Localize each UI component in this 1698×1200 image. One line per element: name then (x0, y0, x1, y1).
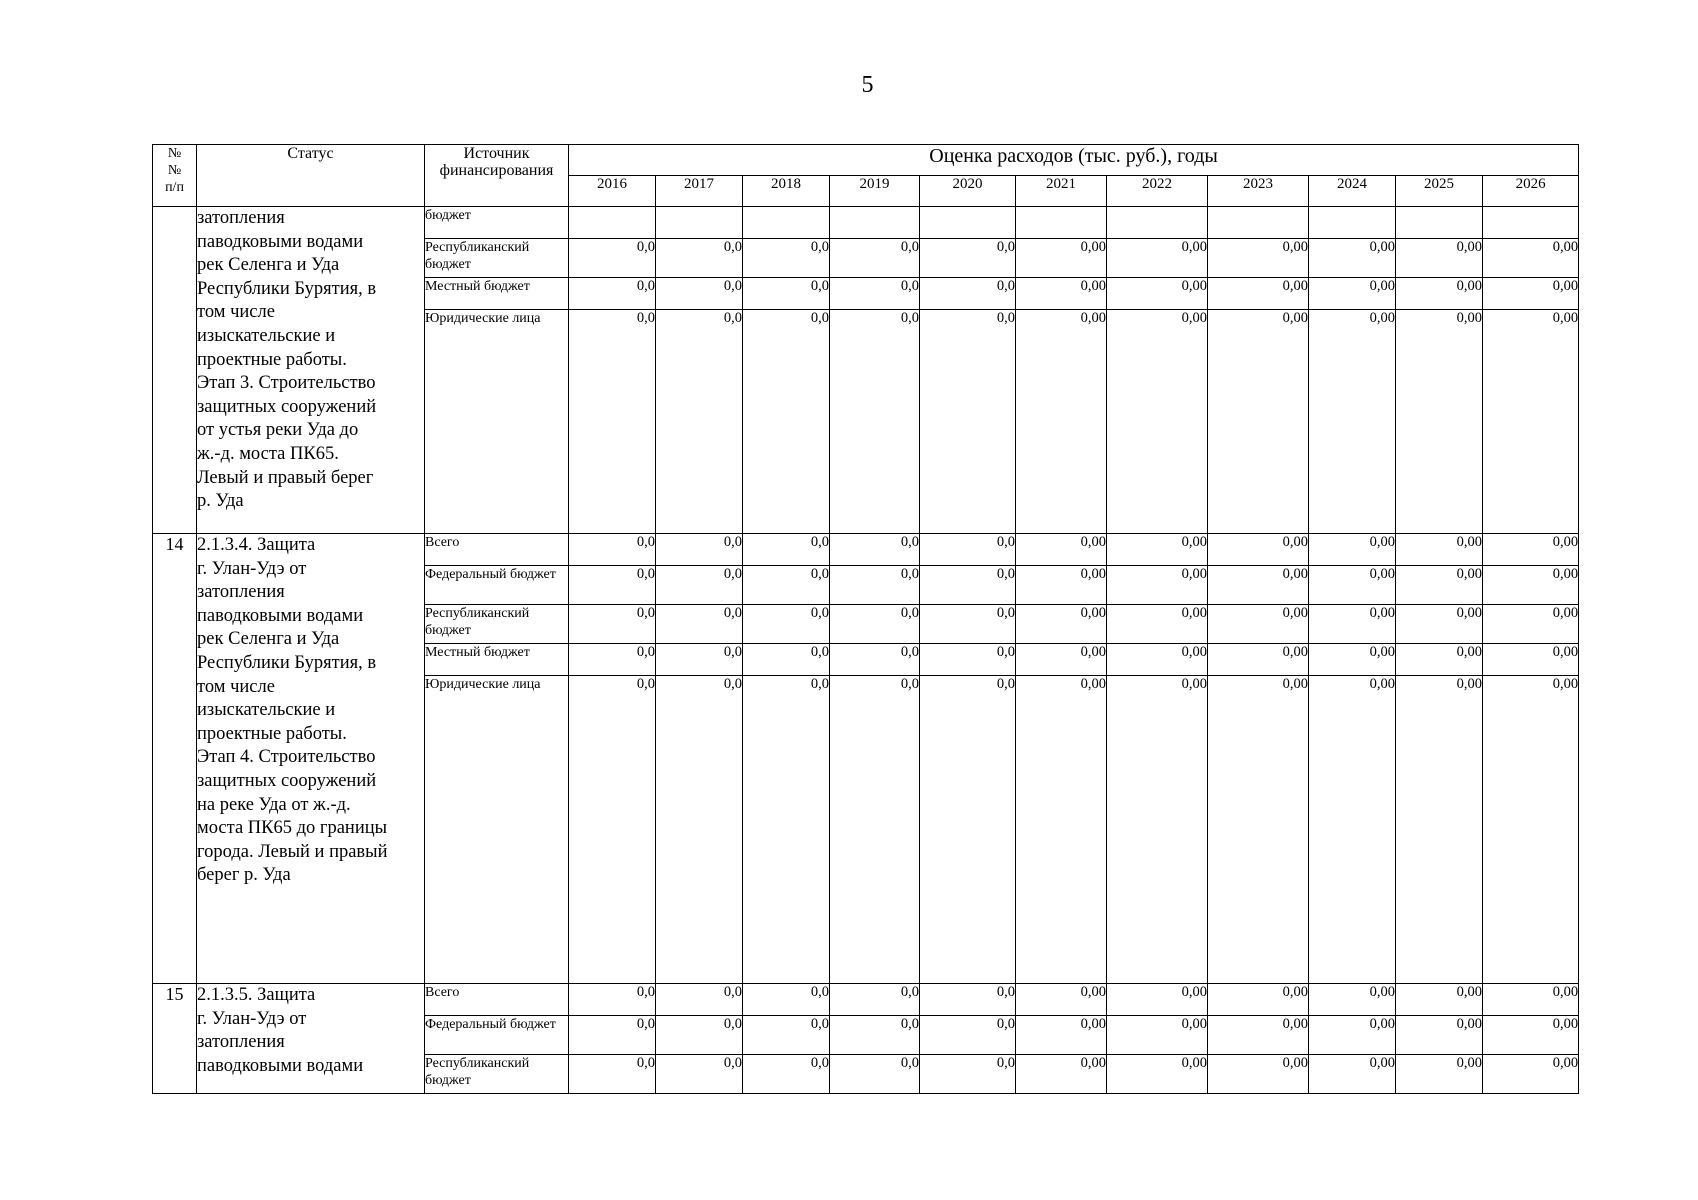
value-cell (743, 207, 830, 239)
value-cell: 0,0 (920, 605, 1016, 644)
status-cell (197, 534, 425, 984)
value-cell: 0,00 (1309, 278, 1396, 310)
funding-source: Юридические лица (425, 310, 569, 534)
row-number: 14 (153, 534, 197, 984)
header-expense-estimate: Оценка расходов (тыс. руб.), годы (569, 145, 1579, 176)
value-cell: 0,00 (1396, 1016, 1483, 1055)
value-cell: 0,0 (830, 1055, 920, 1094)
value-cell: 0,00 (1396, 310, 1483, 534)
value-cell: 0,0 (569, 1055, 656, 1094)
header-year: 2019 (830, 176, 920, 207)
value-cell: 0,0 (743, 239, 830, 278)
value-cell: 0,00 (1016, 605, 1107, 644)
value-cell: 0,00 (1396, 1055, 1483, 1094)
value-cell: 0,0 (743, 1055, 830, 1094)
value-cell (1309, 207, 1396, 239)
value-cell: 0,0 (920, 239, 1016, 278)
value-cell: 0,00 (1309, 605, 1396, 644)
value-cell: 0,00 (1483, 310, 1579, 534)
value-cell (1016, 207, 1107, 239)
row-number: 15 (153, 984, 197, 1094)
value-cell: 0,0 (920, 534, 1016, 566)
value-cell: 0,00 (1396, 676, 1483, 984)
value-cell: 0,00 (1208, 1055, 1309, 1094)
value-cell: 0,00 (1208, 534, 1309, 566)
header-year: 2024 (1309, 176, 1396, 207)
funding-source: Республиканский бюджет (425, 1055, 569, 1094)
value-cell: 0,0 (569, 676, 656, 984)
value-cell: 0,0 (656, 984, 743, 1016)
header-source: Источник финансирования (425, 145, 569, 207)
value-cell: 0,00 (1208, 239, 1309, 278)
expenditure-table (152, 144, 1579, 1094)
header-status: Статус (197, 145, 425, 207)
funding-source: Федеральный бюджет (425, 1016, 569, 1055)
value-cell: 0,00 (1107, 1016, 1208, 1055)
value-cell: 0,0 (920, 676, 1016, 984)
value-cell: 0,0 (920, 1016, 1016, 1055)
value-cell: 0,00 (1107, 676, 1208, 984)
value-cell (1208, 207, 1309, 239)
value-cell (830, 207, 920, 239)
table-row (153, 534, 1579, 566)
value-cell: 0,0 (656, 566, 743, 605)
value-cell: 0,00 (1396, 984, 1483, 1016)
status-cell (197, 207, 425, 534)
value-cell: 0,00 (1309, 534, 1396, 566)
value-cell: 0,0 (569, 534, 656, 566)
value-cell: 0,00 (1208, 605, 1309, 644)
header-year: 2018 (743, 176, 830, 207)
value-cell: 0,0 (743, 534, 830, 566)
value-cell: 0,00 (1309, 1016, 1396, 1055)
value-cell: 0,0 (569, 1016, 656, 1055)
value-cell: 0,0 (656, 605, 743, 644)
value-cell: 0,00 (1396, 605, 1483, 644)
value-cell: 0,00 (1309, 644, 1396, 676)
header-year: 2025 (1396, 176, 1483, 207)
funding-source: Юридические лица (425, 676, 569, 984)
value-cell: 0,0 (743, 605, 830, 644)
value-cell: 0,0 (920, 644, 1016, 676)
value-cell: 0,00 (1107, 605, 1208, 644)
value-cell: 0,0 (743, 644, 830, 676)
value-cell: 0,00 (1016, 278, 1107, 310)
value-cell: 0,0 (569, 984, 656, 1016)
value-cell: 0,00 (1396, 534, 1483, 566)
value-cell: 0,0 (830, 984, 920, 1016)
value-cell: 0,00 (1208, 566, 1309, 605)
value-cell: 0,00 (1396, 278, 1483, 310)
row-number (153, 207, 197, 534)
value-cell: 0,00 (1107, 1055, 1208, 1094)
value-cell: 0,00 (1016, 984, 1107, 1016)
value-cell: 0,0 (656, 644, 743, 676)
value-cell: 0,00 (1016, 1016, 1107, 1055)
value-cell: 0,00 (1107, 310, 1208, 534)
value-cell: 0,00 (1016, 644, 1107, 676)
table-body (153, 207, 1579, 1094)
status-text: затопления паводковыми водами рек Селенга и Уда Республики Бурятия, в том числе изыскательские и проектные работы. Этап 3. Строительство защитных сооружений от устья реки Уда до ж.-д. моста ПК65. Левый и правый берег р. Уда (197, 208, 377, 512)
value-cell: 0,0 (920, 1055, 1016, 1094)
value-cell: 0,0 (743, 310, 830, 534)
value-cell: 0,00 (1483, 676, 1579, 984)
value-cell: 0,00 (1107, 278, 1208, 310)
value-cell: 0,0 (569, 605, 656, 644)
value-cell: 0,00 (1309, 310, 1396, 534)
value-cell: 0,0 (920, 310, 1016, 534)
value-cell: 0,00 (1016, 534, 1107, 566)
value-cell: 0,00 (1483, 984, 1579, 1016)
value-cell: 0,0 (569, 278, 656, 310)
value-cell: 0,00 (1483, 644, 1579, 676)
value-cell: 0,0 (830, 310, 920, 534)
header-year: 2017 (656, 176, 743, 207)
value-cell: 0,0 (830, 1016, 920, 1055)
value-cell: 0,0 (656, 239, 743, 278)
value-cell: 0,00 (1309, 566, 1396, 605)
status-cell (197, 984, 425, 1094)
value-cell: 0,00 (1208, 676, 1309, 984)
value-cell (1396, 207, 1483, 239)
header-year: 2021 (1016, 176, 1107, 207)
value-cell: 0,00 (1107, 566, 1208, 605)
value-cell: 0,00 (1483, 278, 1579, 310)
value-cell: 0,0 (656, 1016, 743, 1055)
value-cell: 0,00 (1107, 239, 1208, 278)
funding-source: Всего (425, 534, 569, 566)
header-num (153, 145, 197, 207)
value-cell: 0,0 (656, 1055, 743, 1094)
value-cell: 0,0 (830, 605, 920, 644)
status-text: 2.1.3.4. Защита г. Улан-Удэ от затопления паводковыми водами рек Селенга и Уда Республики Бурятия, в том числе изыскательские и проектные работы. Этап 4. Строительство защитных сооружений на реке Уда от ж.-д. моста ПК65 до границы города. Левый и правый берег р. Уда (197, 535, 388, 886)
value-cell: 0,00 (1208, 278, 1309, 310)
table-row (153, 207, 1579, 239)
funding-source: Федеральный бюджет (425, 566, 569, 605)
value-cell: 0,00 (1208, 644, 1309, 676)
value-cell: 0,0 (830, 278, 920, 310)
value-cell: 0,0 (920, 278, 1016, 310)
value-cell: 0,0 (830, 534, 920, 566)
value-cell: 0,0 (920, 566, 1016, 605)
status-text: 2.1.3.5. Защита г. Улан-Удэ от затопления паводковыми водами (197, 985, 364, 1076)
value-cell: 0,0 (656, 676, 743, 984)
value-cell: 0,0 (830, 239, 920, 278)
header-year: 2023 (1208, 176, 1309, 207)
value-cell (1483, 207, 1579, 239)
value-cell: 0,00 (1016, 566, 1107, 605)
value-cell: 0,00 (1483, 605, 1579, 644)
funding-source: Республиканский бюджет (425, 239, 569, 278)
value-cell: 0,00 (1483, 1055, 1579, 1094)
value-cell: 0,00 (1309, 984, 1396, 1016)
table-row (153, 984, 1579, 1016)
value-cell: 0,00 (1396, 566, 1483, 605)
funding-source: Республиканский бюджет (425, 605, 569, 644)
value-cell: 0,0 (743, 984, 830, 1016)
value-cell: 0,00 (1309, 676, 1396, 984)
value-cell: 0,0 (743, 566, 830, 605)
value-cell (656, 207, 743, 239)
value-cell: 0,0 (569, 310, 656, 534)
value-cell: 0,0 (656, 534, 743, 566)
value-cell: 0,0 (656, 278, 743, 310)
header-year: 2026 (1483, 176, 1579, 207)
header-year: 2022 (1107, 176, 1208, 207)
value-cell: 0,00 (1016, 1055, 1107, 1094)
value-cell: 0,00 (1016, 676, 1107, 984)
header-year: 2020 (920, 176, 1016, 207)
value-cell: 0,00 (1107, 984, 1208, 1016)
value-cell: 0,0 (920, 984, 1016, 1016)
value-cell: 0,00 (1107, 534, 1208, 566)
value-cell: 0,00 (1483, 239, 1579, 278)
value-cell: 0,0 (830, 644, 920, 676)
value-cell (1107, 207, 1208, 239)
value-cell (569, 207, 656, 239)
header-num-label: № № п/п (165, 146, 184, 195)
value-cell: 0,00 (1016, 239, 1107, 278)
value-cell: 0,00 (1208, 984, 1309, 1016)
value-cell: 0,0 (743, 676, 830, 984)
value-cell: 0,0 (743, 278, 830, 310)
value-cell: 0,00 (1208, 1016, 1309, 1055)
value-cell: 0,00 (1208, 310, 1309, 534)
value-cell: 0,0 (830, 676, 920, 984)
value-cell: 0,0 (569, 644, 656, 676)
value-cell: 0,0 (656, 310, 743, 534)
value-cell: 0,00 (1483, 534, 1579, 566)
value-cell: 0,0 (830, 566, 920, 605)
value-cell: 0,00 (1107, 644, 1208, 676)
value-cell: 0,00 (1016, 310, 1107, 534)
funding-source: Местный бюджет (425, 644, 569, 676)
value-cell: 0,00 (1396, 239, 1483, 278)
value-cell: 0,0 (569, 566, 656, 605)
funding-source: Местный бюджет (425, 278, 569, 310)
value-cell: 0,00 (1309, 239, 1396, 278)
value-cell: 0,0 (743, 1016, 830, 1055)
value-cell: 0,00 (1483, 1016, 1579, 1055)
value-cell: 0,00 (1396, 644, 1483, 676)
funding-source: бюджет (425, 207, 569, 239)
value-cell: 0,00 (1309, 1055, 1396, 1094)
value-cell: 0,0 (569, 239, 656, 278)
value-cell (920, 207, 1016, 239)
page-number: 5 (861, 72, 874, 98)
header-year: 2016 (569, 176, 656, 207)
funding-source: Всего (425, 984, 569, 1016)
value-cell: 0,00 (1483, 566, 1579, 605)
